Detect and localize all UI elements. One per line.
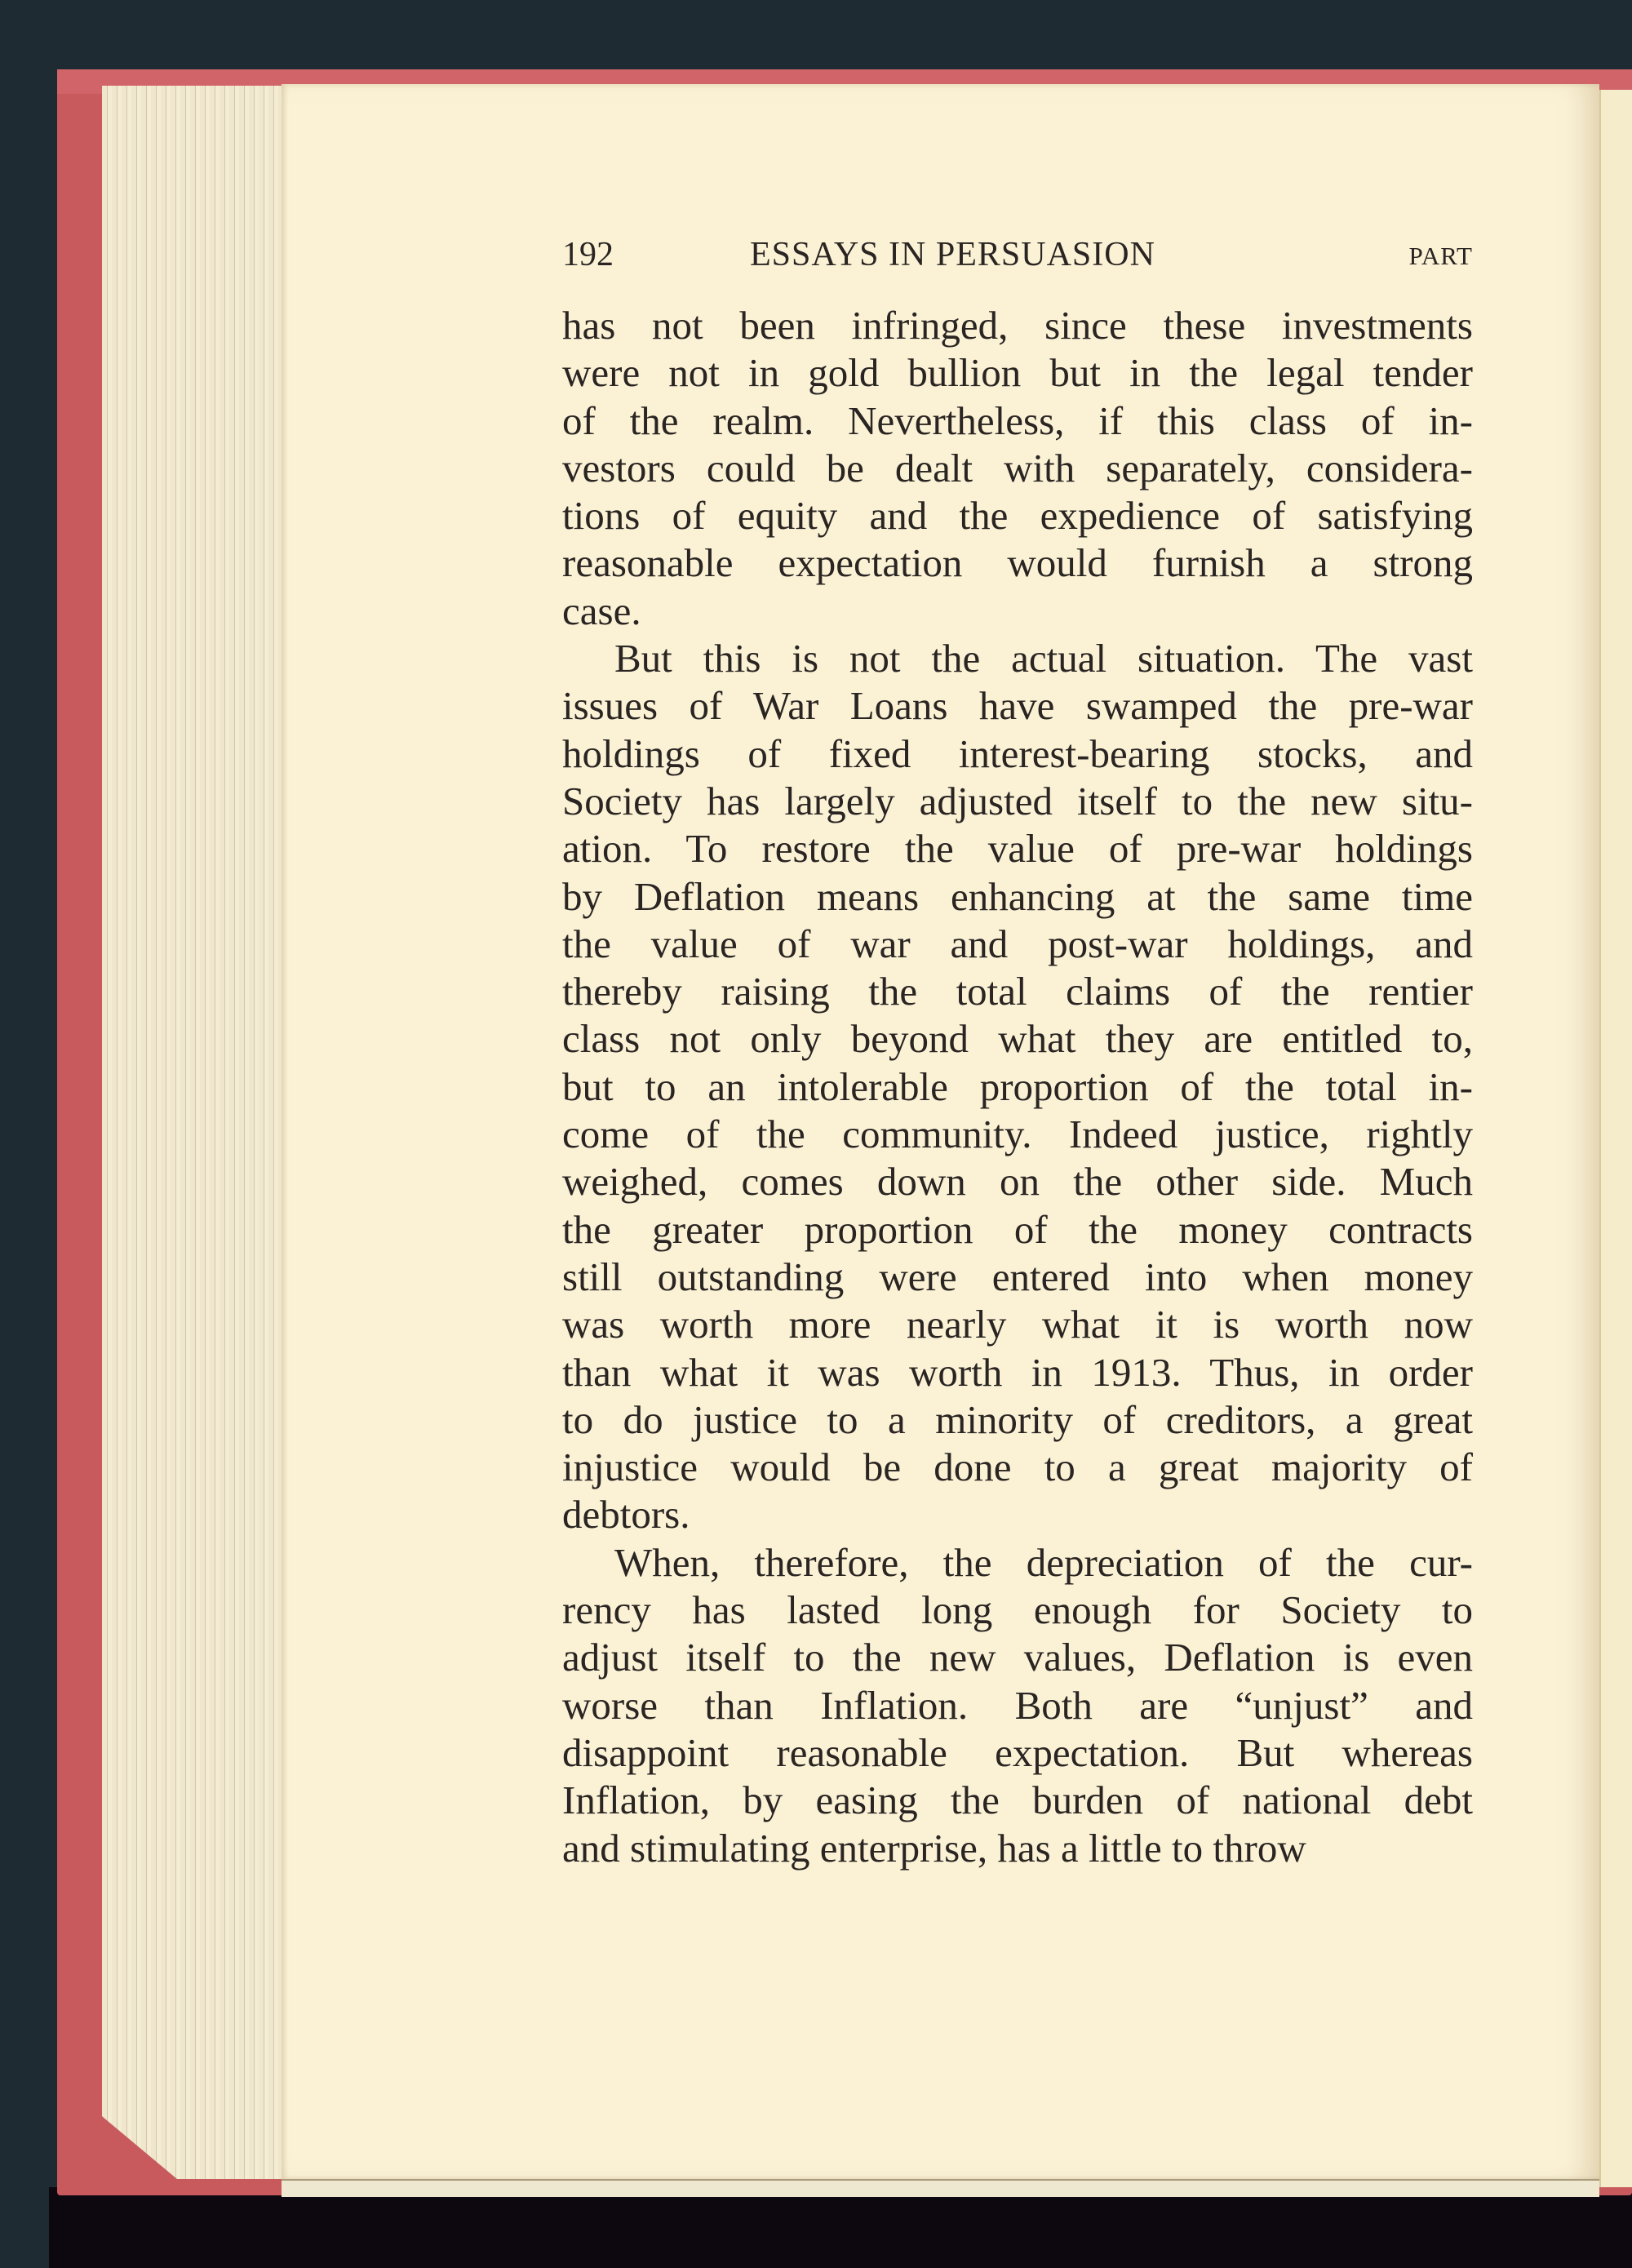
text-line: weighed, comes down on the other side. Much [562,1159,1473,1205]
text-line: But this is not the actual situation. The vast [614,636,1473,681]
text-line: still outstanding were entered into when money [562,1254,1473,1299]
text-line: debtors. [562,1492,690,1538]
table-shadow [49,2187,1632,2268]
text-line: the greater proportion of the money contracts [562,1206,1473,1252]
running-title: ESSAYS IN PERSUASION [750,236,1155,273]
facing-page-edge [1599,90,1632,2187]
page-stack-edges [102,86,290,2179]
text-line: Society has largely adjusted itself to the new situ- [562,778,1473,823]
text-line: class not only beyond what they are entitled to, [562,1016,1473,1062]
text-line: but to an intolerable proportion of the total in- [562,1063,1473,1109]
text-line: thereby raising the total claims of the rentier [562,969,1473,1014]
text-line: worse than Inflation. Both are “unjust” and [562,1682,1473,1728]
text-line: injustice would be done to a great majority of [562,1445,1473,1490]
text-line: were not in gold bullion but in the legal tender [562,350,1473,396]
text-line: When, therefore, the depreciation of the cur- [614,1539,1473,1585]
text-line: by Deflation means enhancing at the same time [562,873,1473,919]
text-line: and stimulating enterprise, has a little to throw [562,1825,1306,1871]
text-line: case. [562,588,641,633]
text-line: ation. To restore the value of pre-war holdings [562,826,1473,872]
text-line: vestors could be dealt with separately, considera- [562,445,1473,490]
text-line: of the realm. Nevertheless, if this class of in- [562,397,1473,443]
running-header [562,235,1473,276]
text-line: the value of war and post-war holdings, and [562,921,1473,966]
text-line: to do justice to a minority of creditors, a great [562,1396,1473,1442]
text-line: was worth more nearly what it is worth now [562,1302,1473,1347]
text-line: issues of War Loans have swamped the pre-war [562,683,1473,729]
section-label: PART [1408,242,1473,270]
text-line: has not been infringed, since these investments [562,303,1473,348]
text-line: Inflation, by easing the burden of national debt [562,1778,1473,1823]
text-line: adjust itself to the new values, Deflation is even [562,1635,1473,1680]
body-text [562,302,1473,1872]
page-number: 192 [562,236,614,273]
text-line: than what it was worth in 1913. Thus, in order [562,1349,1473,1395]
page-bottom-edge [282,2179,1599,2197]
text-line: holdings of fixed interest-bearing stocks, and [562,730,1473,776]
text-line: rency has lasted long enough for Society to [562,1587,1473,1633]
text-line: tions of equity and the expedience of satisfying [562,493,1473,539]
text-line: reasonable expectation would furnish a strong [562,540,1473,586]
text-line: come of the community. Indeed justice, rightly [562,1112,1473,1157]
text-line: disappoint reasonable expectation. But whereas [562,1729,1473,1775]
